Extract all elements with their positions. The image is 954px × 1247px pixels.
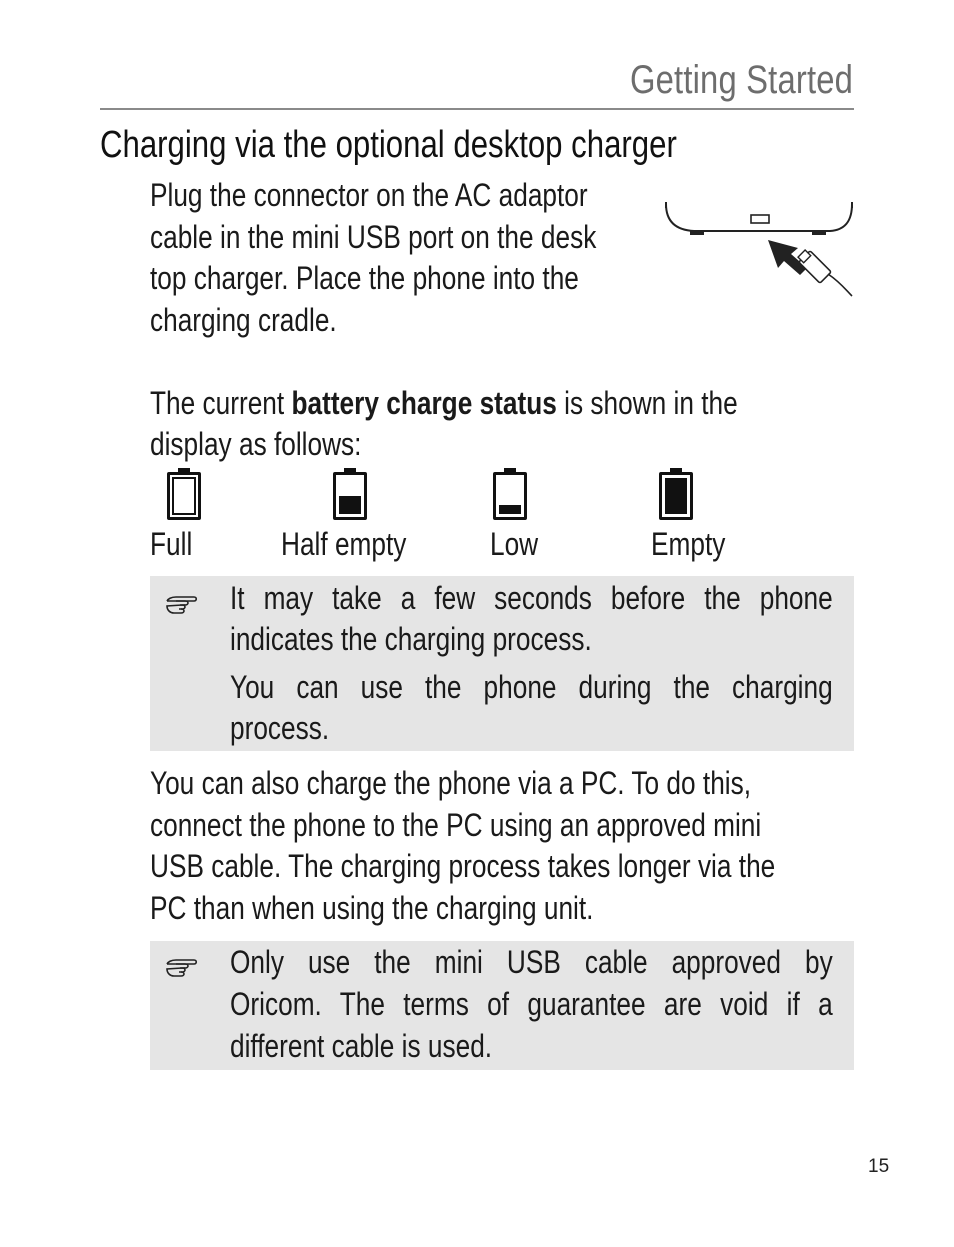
pointing-hand-icon [164,592,198,618]
battery-half-empty-icon [330,466,370,522]
note-text: indicates the charging process. [230,621,592,657]
header-divider [100,108,854,110]
page-title: Charging via the optional desktop charger [100,124,677,166]
pc-charging-line: USB cable. The charging process takes longer via the [150,848,776,884]
intro-line: top charger. Place the phone into the [150,260,579,296]
battery-status-emphasis: battery charge status [291,385,557,421]
intro-line: cable in the mini USB port on the desk [150,219,597,255]
note-text: different cable is used. [230,1028,493,1064]
intro-line: Plug the connector on the AC adaptor [150,177,588,213]
page-number: 15 [868,1156,890,1177]
note-box-charging-process [150,576,854,751]
pc-charging-line: connect the phone to the PC using an approved mini [150,807,762,843]
pc-charging-line: PC than when using the charging unit. [150,890,594,926]
battery-status-sentence-cont: display as follows: [150,426,362,462]
note-text: process. [230,710,330,746]
battery-empty-icon [656,466,696,522]
note-text: It may take a few seconds before the phone [230,580,833,616]
battery-label-full: Full [150,526,193,562]
note-text: You can use the phone during the charging [230,669,833,705]
intro-line: charging cradle. [150,302,337,338]
battery-label-low: Low [490,526,539,562]
pc-charging-line: You can also charge the phone via a PC. To do this, [150,765,752,801]
section-header: Getting Started [629,58,853,102]
note-text: Only use the mini USB cable approved by [230,944,833,980]
battery-label-empty: Empty [651,526,726,562]
desktop-charger-illustration [660,196,860,300]
pointing-hand-icon [164,955,198,981]
battery-low-icon [490,466,530,522]
note-box-approved-cable [150,941,854,1070]
battery-label-half-empty: Half empty [281,526,407,562]
battery-status-sentence: The current battery charge status is shown in the [150,385,738,421]
note-text: Oricom. The terms of guarantee are void if a [230,986,833,1022]
battery-full-icon [164,466,204,522]
